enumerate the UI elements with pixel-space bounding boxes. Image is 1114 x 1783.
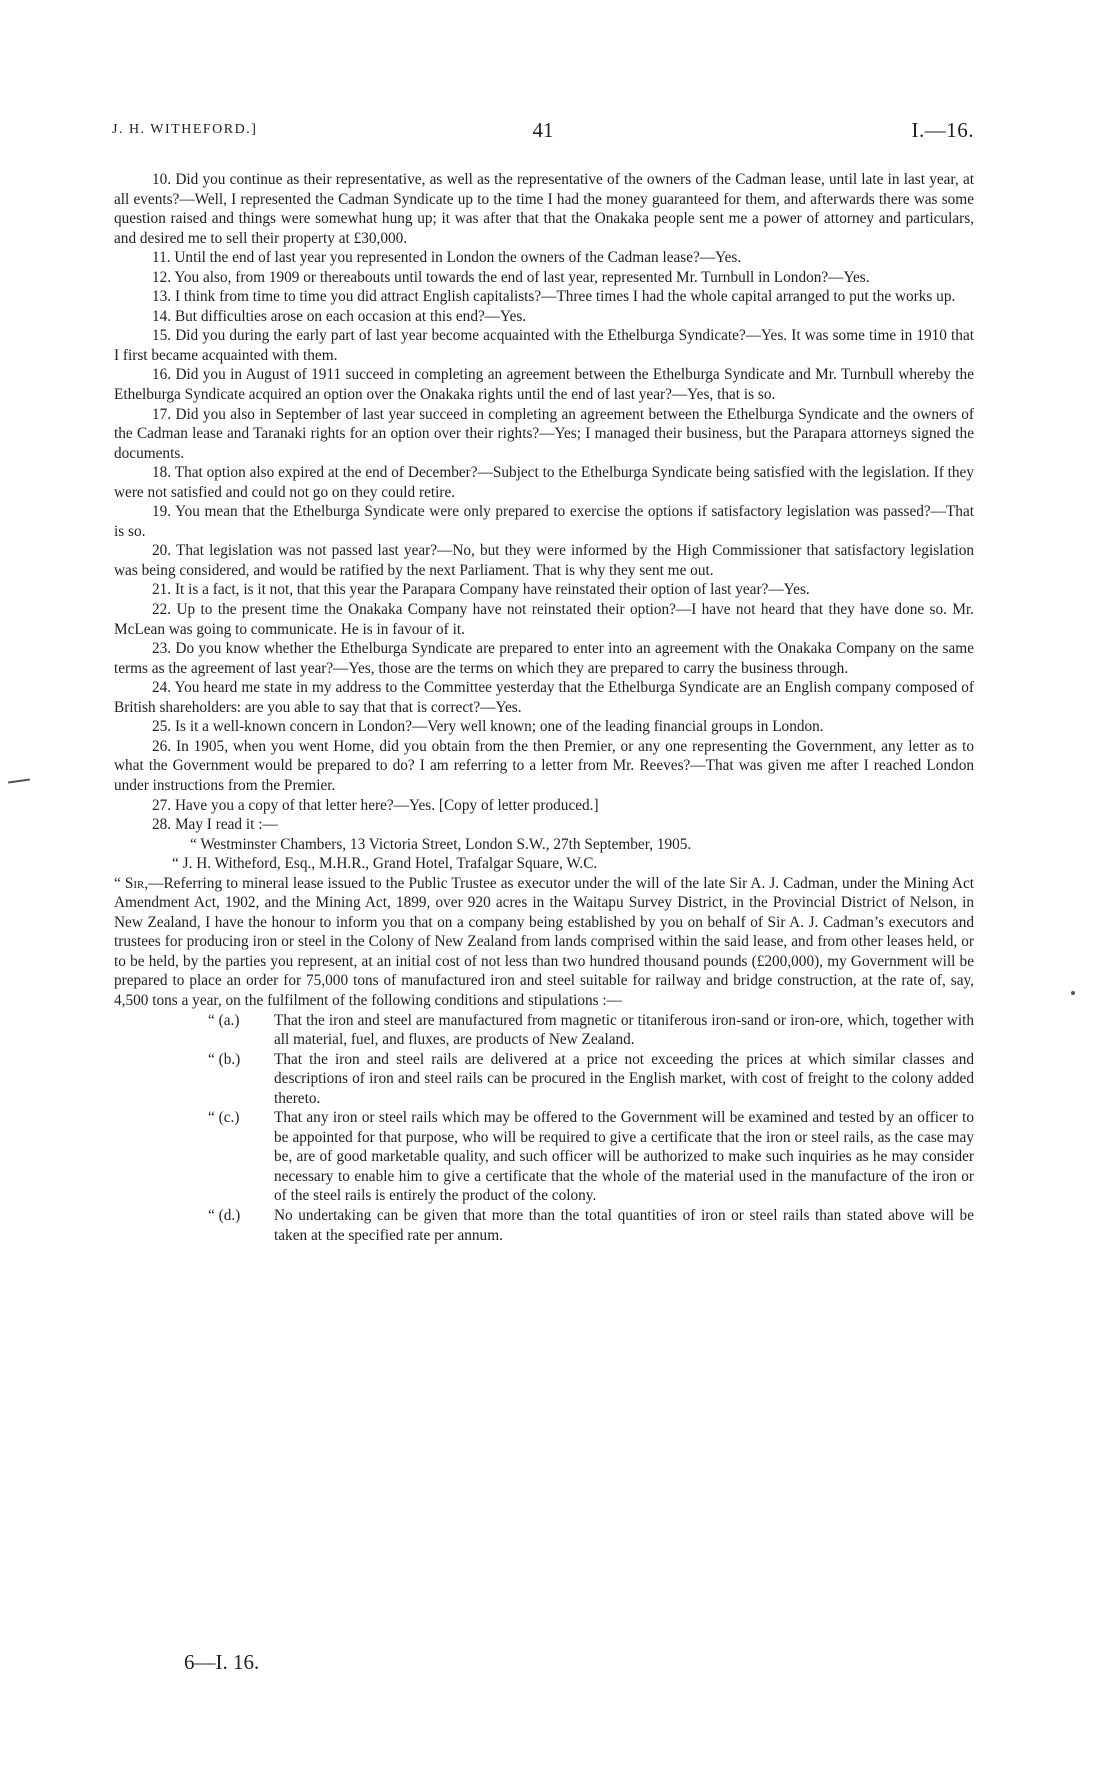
condition-c [208, 1108, 974, 1206]
letter-body-text: —Referring to mineral lease issued to the Public Trustee as executor under the will of the late Sir A. J. Cadman, under the Mining Act Amendment Act, 1902, and the Mining Act, 1899, over 920 acres in the Waitapu Survey District, in the Provincial District of Nelson, in New Zealand, I have the honour to inform you that on a company being established by you on behalf of Sir A. J. Cadman’s executors and trustees for producing iron or steel in the Colony of New Zealand from lands comprised within the said lease, and from other leases held, or to be held, by the parties you represent, at an initial cost of not less than two hundred thousand pounds (£200,000), my Government will be prepared to place an order for 75,000 tons of manufactured iron and steel suitable for railway and bridge construction, at the rate of, say, 4,500 tons a year, on the fulfilment of the following conditions and stipulations :— [114, 874, 975, 1009]
paragraph-q12: 12. You also, from 1909 or thereabouts until towards the end of last year, represented Mr. Turnbull in London?—Yes. [152, 268, 870, 286]
condition-d [208, 1206, 974, 1245]
condition-text: That the iron and steel rails are delivered at a price not exceeding the prices at which similar classes and descriptions of iron and steel rails can be procured in the English market, with cost of freight to the colony added thereto. [274, 1050, 974, 1107]
paragraph-q28: 28. May I read it :— [152, 816, 278, 834]
condition-label: “ (d.) [208, 1206, 241, 1224]
paragraph-q24: 24. You heard me state in my address to the Committee yesterday that the Ethelburga Syndicate are an English company composed of British shareholders: are you able to say that that is correct?—Yes. [114, 679, 974, 716]
document-body [114, 170, 974, 1245]
paragraph-q14: 14. But difficulties arose on each occasion at this end?—Yes. [152, 307, 527, 325]
paragraph-q16: 16. Did you in August of 1911 succeed in completing an agreement between the Ethelburga Syndicate and Mr. Turnbull whereby the Ethelburga Syndicate acquired an option over the Onakaka rights until the end of last year?—Yes, that is so. [114, 366, 974, 404]
letter-salutation: “ Sir, [114, 874, 149, 892]
condition-text: No undertaking can be given that more than the total quantities of iron or steel rails than stated above will be taken at the specified rate per annum. [274, 1206, 974, 1244]
paragraph-q11: 11. Until the end of last year you represented in London the owners of the Cadman lease?—Yes. [152, 249, 742, 267]
paragraph-q10: 10. Did you continue as their representative, as well as the representative of the owners of the Cadman lease, until late in last year, at all events?—Well, I represented the Cadman Syndicate up to the time I had the money guaranteed for them, and afterwards there was some question raised and things were somewhat hung up; it was after that that the Onakaka people sent me a power of attorney and particulars, and desired me to sell their property at £30,000. [114, 171, 974, 247]
page-header [112, 118, 974, 144]
letter-addressee: “ J. H. Witheford, Esq., M.H.R., Grand Hotel, Trafalgar Square, W.C. [172, 855, 598, 873]
paragraph-q21: 21. It is a fact, is it not, that this year the Parapara Company have reinstated their option of last year?—Yes. [152, 581, 810, 599]
condition-a [208, 1011, 974, 1050]
paragraph-q20: 20. That legislation was not passed last year?—No, but they were informed by the High Commissioner that satisfactory legislation was being considered, and would be ratified by the next Parliament. That is why they sent me out. [114, 542, 974, 579]
paragraph-q15: 15. Did you during the early part of last year become acquainted with the Ethelburga Syndicate?—Yes. It was some time in 1910 that I first became acquainted with them. [114, 327, 974, 364]
condition-b [208, 1050, 974, 1109]
condition-label: “ (a.) [208, 1011, 240, 1029]
margin-mark-decoration [8, 778, 30, 783]
paragraph-q17: 17. Did you also in September of last year succeed in completing an agreement between the Ethelburga Syndicate and the owners of the Cadman lease and Taranaki rights for an option over their rights?—Yes; I managed their business, but the Parapara attorneys signed the documents. [114, 405, 974, 462]
page-number: 41 [532, 118, 554, 142]
paragraph-q26: 26. In 1905, when you went Home, did you obtain from the then Premier, or any one representing the Government, any letter as to what the Government would be prepared to do? I am referring to a letter from Mr. Reeves?—That was given me after I reached London under instructions from the Premier. [114, 737, 974, 794]
header-author: J. H. WITHEFORD.] [112, 122, 258, 137]
condition-label: “ (c.) [208, 1109, 240, 1127]
page-footer-signature: 6—I. 16. [184, 1650, 260, 1674]
paragraph-q23: 23. Do you know whether the Ethelburga Syndicate are prepared to enter into an agreement with the Onakaka Company on the same terms as the agreement of last year?—Yes, those are the terms on which they are prepared to carry the business through. [114, 640, 974, 677]
letter-body [114, 874, 974, 1011]
paragraph-q19: 19. You mean that the Ethelburga Syndicate were only prepared to exercise the options if satisfactory legislation was passed?—That is so. [114, 503, 974, 540]
margin-dot-decoration [1071, 991, 1075, 995]
paragraph-q22: 22. Up to the present time the Onakaka Company have not reinstated their option?—I have not heard that they have done so. Mr. McLean was going to communicate. He is in favour of it. [114, 601, 974, 638]
paragraph-q25: 25. Is it a well-known concern in London?—Very well known; one of the leading financial groups in London. [152, 718, 824, 736]
condition-label: “ (b.) [208, 1050, 241, 1068]
letter-heading: “ Westminster Chambers, 13 Victoria Street, London S.W., 27th September, 1905. [190, 835, 692, 853]
paragraph-q13: 13. I think from time to time you did attract English capitalists?—Three times I had the whole capital arranged to put the works up. [152, 288, 956, 306]
paragraph-q18: 18. That option also expired at the end of December?—Subject to the Ethelburga Syndicate being satisfied with the legislation. If they were not satisfied and could not go on they could retire. [114, 464, 974, 501]
condition-text: That the iron and steel are manufactured from magnetic or titaniferous iron-sand or iron-ore, which, together with all material, fuel, and fluxes, are products of New Zealand. [274, 1011, 974, 1049]
document-reference: I.—16. [911, 118, 974, 142]
paragraph-q27: 27. Have you a copy of that letter here?—Yes. [Copy of letter produced.] [152, 796, 599, 814]
condition-text: That any iron or steel rails which may be offered to the Government will be examined and tested by an officer to be appointed for that purpose, who will be required to give a certificate that the iron or steel rails, as the case may be, are of good marketable quality, and such officer will be authorized to make such inquiries as he may consider necessary to enable him to give a certificate that the whole of the material used in the manufacture of the iron or of the steel rails is entirely the product of the colony. [274, 1109, 974, 1205]
